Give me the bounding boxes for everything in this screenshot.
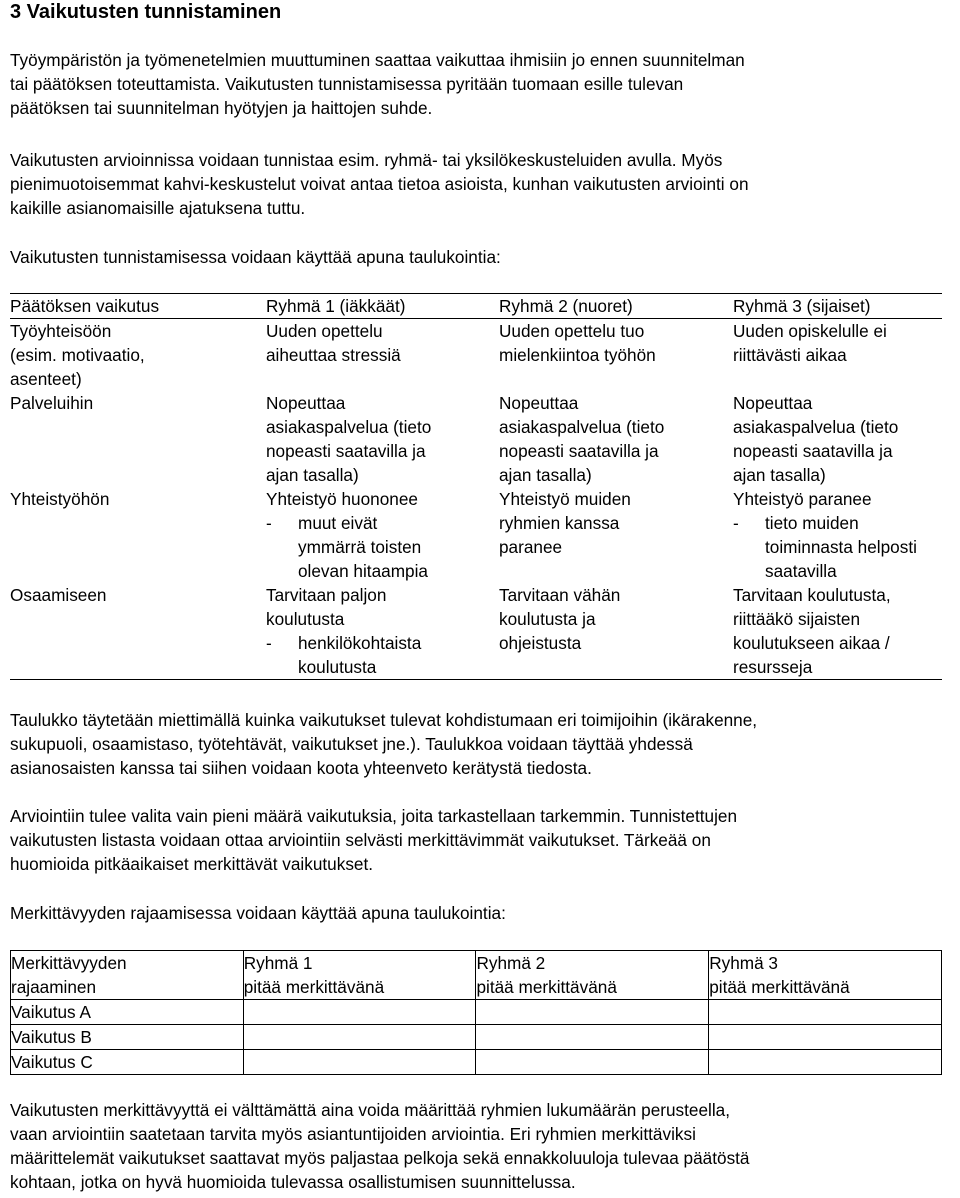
cell-text: olevan hitaampia	[298, 561, 428, 581]
table-cell	[499, 319, 733, 392]
cell-text: koulutukseen aikaa /	[733, 633, 890, 653]
text-line: asianosaisten kanssa tai siihen voidaan koota yhteenveto kerätystä tiedosta.	[10, 758, 592, 778]
cell-text: saatavilla	[765, 561, 837, 581]
table-cell	[266, 487, 499, 583]
cell-text: Yhteistyö huononee	[266, 489, 418, 509]
cell-text: Yhteistyö paranee	[733, 489, 872, 509]
cell-text: Nopeuttaa	[733, 393, 813, 413]
dash-marker: -	[266, 513, 272, 533]
cell-text: Uuden opiskelulle ei	[733, 321, 887, 341]
table-cell	[499, 391, 733, 487]
cell-text: Ryhmä 2	[476, 953, 546, 973]
text-line: Merkittävyyden rajaamisessa voidaan käyttää apuna taulukointia:	[10, 903, 506, 923]
table-cell	[10, 487, 266, 583]
cell-text: ohjeistusta	[499, 633, 582, 653]
table-cell	[243, 1025, 476, 1050]
paragraph-table-explanation	[10, 708, 945, 780]
header-cell: Ryhmä 1 (iäkkäät)	[266, 294, 499, 319]
table-cell	[266, 583, 499, 680]
cell-text: asiakaspalvelua (tieto	[733, 417, 899, 437]
paragraph-intro	[10, 48, 945, 120]
table-cell	[476, 1025, 709, 1050]
text-line: vaikutusten listasta voidaan ottaa arviointiin selvästi merkittävimmät vaikutukset. Tärkeää on	[10, 830, 711, 850]
cell-text: paranee	[499, 537, 563, 557]
text-line: Arviointiin tulee valita vain pieni määrä vaikutuksia, joita tarkastellaan tarkemmin. Tunnistettujen	[10, 806, 738, 826]
cell-text: koulutusta	[266, 609, 345, 629]
text-line: Vaikutusten tunnistamisessa voidaan käyttää apuna taulukointia:	[10, 247, 501, 267]
table-cell	[499, 487, 733, 583]
text-line: Vaikutusten merkittävyyttä ei välttämättä aina voida määrittää ryhmien lukumäärän perusteella,	[10, 1100, 730, 1120]
header-cell: Ryhmä 3 (sijaiset)	[733, 294, 942, 319]
cell-text: koulutusta ja	[499, 609, 596, 629]
cell-text: mielenkiintoa työhön	[499, 345, 656, 365]
cell-text: ryhmien kanssa	[499, 513, 620, 533]
cell-text: henkilökohtaista	[298, 633, 422, 653]
cell-text: Uuden opettelu	[266, 321, 383, 341]
cell-text: Tarvitaan paljon	[266, 585, 387, 605]
text-line: päätöksen tai suunnitelman hyötyjen ja haittojen suhde.	[10, 98, 433, 118]
cell-text: asenteet)	[10, 369, 82, 389]
table-cell	[733, 391, 942, 487]
text-line: vaan arviointiin saatetaan tarvita myös asiantuntijoiden arviointia. Eri ryhmien merkittäviksi	[10, 1124, 696, 1144]
table-cell	[476, 1000, 709, 1025]
cell-text: Yhteistyö muiden	[499, 489, 631, 509]
cell-text: ymmärrä toisten	[298, 537, 422, 557]
cell-text: pitää merkittävänä	[709, 977, 850, 997]
header-cell	[476, 951, 709, 1000]
table-cell	[266, 391, 499, 487]
cell-text: toiminnasta helposti	[765, 537, 917, 557]
cell-text: riittävästi aikaa	[733, 345, 847, 365]
table-cell	[10, 391, 266, 487]
cell-text: ajan tasalla)	[733, 465, 826, 485]
table-cell	[499, 583, 733, 680]
table-cell	[243, 1050, 476, 1075]
cell-text: koulutusta	[298, 657, 377, 677]
cell-text: Merkittävyyden	[11, 953, 127, 973]
header-cell: Ryhmä 2 (nuoret)	[499, 294, 733, 319]
bullet-line	[733, 511, 942, 535]
impact-table-header	[10, 294, 942, 319]
table-row	[10, 391, 942, 487]
table-cell: Vaikutus C	[11, 1050, 244, 1075]
table-cell	[709, 1000, 942, 1025]
cell-text: Yhteistyöhön	[10, 489, 110, 509]
text-line: Taulukko täytetään miettimällä kuinka vaikutukset tulevat kohdistumaan eri toimijoihin (ikärakenne,	[10, 710, 758, 730]
table-cell	[10, 319, 266, 392]
table-row	[11, 1000, 942, 1025]
cell-text: ajan tasalla)	[266, 465, 359, 485]
table-cell	[243, 1000, 476, 1025]
cell-text: nopeasti saatavilla ja	[733, 441, 893, 461]
cell-text: asiakaspalvelua (tieto	[499, 417, 665, 437]
table-cell: Vaikutus B	[11, 1025, 244, 1050]
cell-text: ajan tasalla)	[499, 465, 592, 485]
cell-text: asiakaspalvelua (tieto	[266, 417, 432, 437]
cell-text: resursseja	[733, 657, 813, 677]
dash-marker: -	[733, 513, 739, 533]
header-cell	[243, 951, 476, 1000]
paragraph-assessment	[10, 804, 945, 876]
table-cell	[709, 1025, 942, 1050]
section-heading: 3 Vaikutusten tunnistaminen	[10, 1, 282, 23]
cell-text: Ryhmä 1	[243, 953, 313, 973]
table-row	[10, 583, 942, 680]
significance-table	[10, 950, 942, 1075]
text-line: tai päätöksen toteuttamista. Vaikutusten tunnistamisessa pyritään tuomaan esille tulevan	[10, 74, 684, 94]
cell-text: Tarvitaan koulutusta,	[733, 585, 891, 605]
paragraph-methods	[10, 148, 945, 220]
cell-text: nopeasti saatavilla ja	[499, 441, 659, 461]
cell-text: tieto muiden	[765, 513, 859, 533]
cell-text: pitää merkittävänä	[476, 977, 617, 997]
table-cell	[709, 1050, 942, 1075]
text-line: sukupuoli, osaamistaso, työtehtävät, vaikutukset jne.). Taulukkoa voidaan täyttää yhdessä	[10, 734, 693, 754]
bullet-line	[266, 631, 499, 655]
cell-text: Työyhteisöön	[10, 321, 112, 341]
cell-text: Tarvitaan vähän	[499, 585, 621, 605]
table-cell	[733, 319, 942, 392]
text-line: Vaikutusten arvioinnissa voidaan tunnistaa esim. ryhmä- tai yksilökeskusteluiden avulla. Myös	[10, 150, 723, 170]
impact-table	[10, 293, 942, 680]
cell-text: Osaamiseen	[10, 585, 107, 605]
text-line: Työympäristön ja työmenetelmien muuttuminen saattaa vaikuttaa ihmisiin jo ennen suunnitelman	[10, 50, 745, 70]
table-row	[11, 1025, 942, 1050]
cell-text: Nopeuttaa	[499, 393, 579, 413]
cell-text: rajaaminen	[11, 977, 97, 997]
text-line: huomioida pitkäaikaiset merkittävät vaikutukset.	[10, 854, 374, 874]
table-row	[10, 487, 942, 583]
paragraph-conclusion	[10, 1098, 945, 1194]
header-cell	[11, 951, 244, 1000]
significance-table-header	[11, 951, 942, 1000]
cell-text: pitää merkittävänä	[243, 977, 385, 997]
paragraph-significance-intro	[10, 901, 945, 925]
cell-text: riittääkö sijaisten	[733, 609, 861, 629]
text-line: pienimuotoisemmat kahvi-keskustelut voivat antaa tietoa asioista, kunhan vaikutusten arviointi on	[10, 174, 749, 194]
cell-text: Nopeuttaa	[266, 393, 346, 413]
table-row	[11, 1050, 942, 1075]
table-cell	[733, 583, 942, 680]
table-cell	[266, 319, 499, 392]
cell-text: muut eivät	[298, 513, 378, 533]
text-line: määrittelemät vaikutukset saattavat myös paljastaa pelkoja sekä ennakkoluuloja tulevaa päätöstä	[10, 1148, 750, 1168]
cell-text: Uuden opettelu tuo	[499, 321, 645, 341]
table-cell	[10, 583, 266, 680]
header-cell: Päätöksen vaikutus	[10, 294, 266, 319]
text-line: kohtaan, jotka on hyvä huomioida tulevassa osallistumisen suunnittelussa.	[10, 1172, 576, 1192]
cell-text: Palveluihin	[10, 393, 94, 413]
text-line: kaikille asianomaisille ajatuksena tuttu.	[10, 198, 306, 218]
table-row	[10, 319, 942, 392]
cell-text: Ryhmä 3	[709, 953, 778, 973]
bullet-line	[266, 511, 499, 535]
dash-marker: -	[266, 633, 272, 653]
header-cell	[709, 951, 942, 1000]
table-cell	[733, 487, 942, 583]
paragraph-table-intro	[10, 245, 945, 269]
cell-text: aiheuttaa stressiä	[266, 345, 401, 365]
cell-text: nopeasti saatavilla ja	[266, 441, 426, 461]
cell-text: (esim. motivaatio,	[10, 345, 145, 365]
table-cell: Vaikutus A	[11, 1000, 244, 1025]
table-cell	[476, 1050, 709, 1075]
